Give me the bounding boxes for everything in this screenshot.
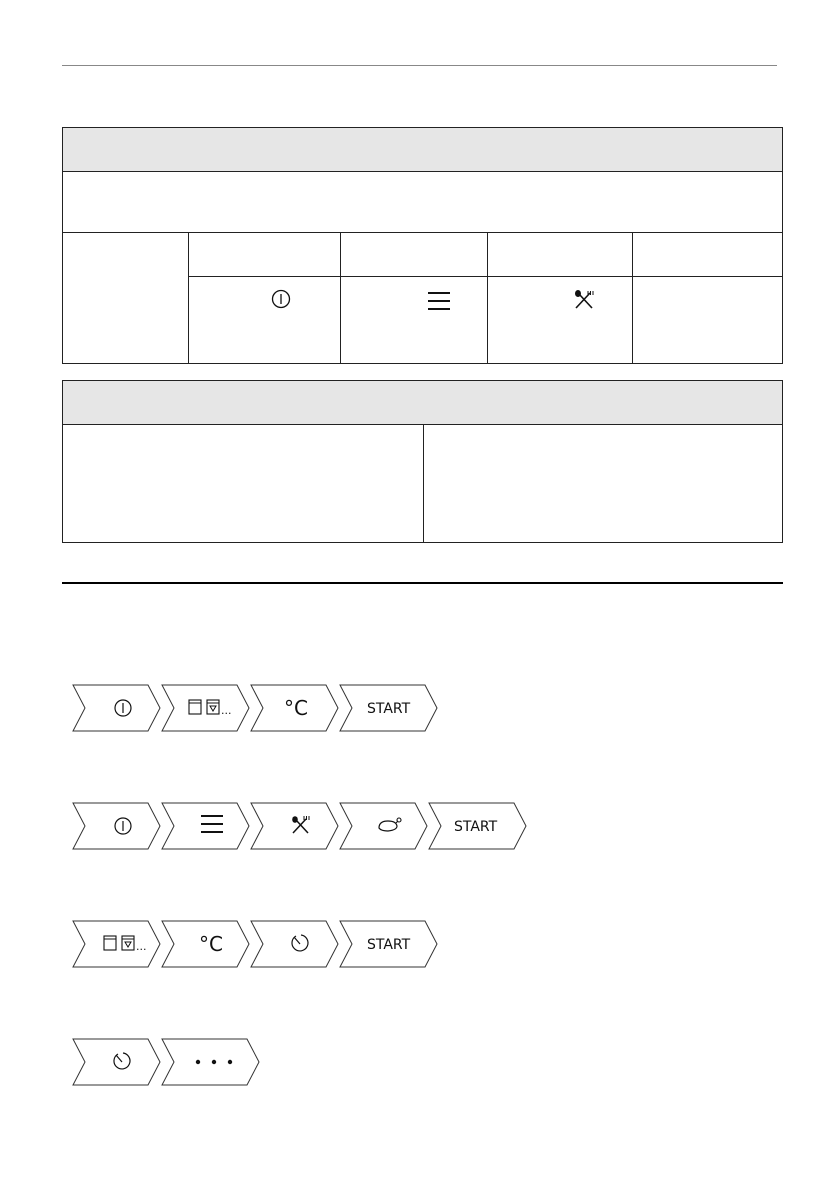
table-2-col-divider (423, 425, 424, 542)
table-1-header (63, 128, 782, 172)
step-start (429, 803, 526, 849)
table-1 (62, 127, 783, 364)
start-button: START (367, 701, 411, 717)
ellipsis-label: ... (221, 704, 232, 717)
step-more (162, 1039, 259, 1085)
cutlery-icon (573, 290, 595, 310)
step-oven-modes (162, 685, 249, 731)
table-1-col-divider-1 (188, 232, 189, 363)
step-menu (162, 803, 249, 849)
section-rule (62, 582, 783, 584)
start-button: START (367, 937, 411, 953)
menu-icon (427, 291, 451, 311)
power-icon (271, 289, 291, 309)
step-power (73, 685, 160, 731)
step-power (73, 803, 160, 849)
ellipsis-label: ... (136, 940, 147, 953)
start-button: START (454, 819, 498, 835)
table-1-col-divider-4 (632, 232, 633, 363)
step-start (340, 921, 437, 967)
step-timer (73, 1039, 160, 1085)
step-temperature (251, 685, 338, 731)
table-1-row-divider (63, 232, 782, 233)
temperature-icon: °C (284, 696, 308, 720)
step-timer (251, 921, 338, 967)
step-dish (340, 803, 427, 849)
table-1-col-divider-3 (487, 232, 488, 363)
temperature-icon: °C (199, 932, 223, 956)
table-2 (62, 380, 783, 543)
sequence-4 (72, 1038, 272, 1086)
sequence-2 (72, 802, 532, 850)
step-temperature (162, 921, 249, 967)
step-start (340, 685, 437, 731)
step-oven-modes (73, 921, 160, 967)
table-2-header (63, 381, 782, 425)
top-rule (62, 65, 777, 66)
sequence-3 (72, 920, 444, 968)
sequence-1 (72, 684, 444, 732)
table-1-subrow-divider (188, 276, 782, 277)
step-cutlery (251, 803, 338, 849)
table-1-col-divider-2 (340, 232, 341, 363)
